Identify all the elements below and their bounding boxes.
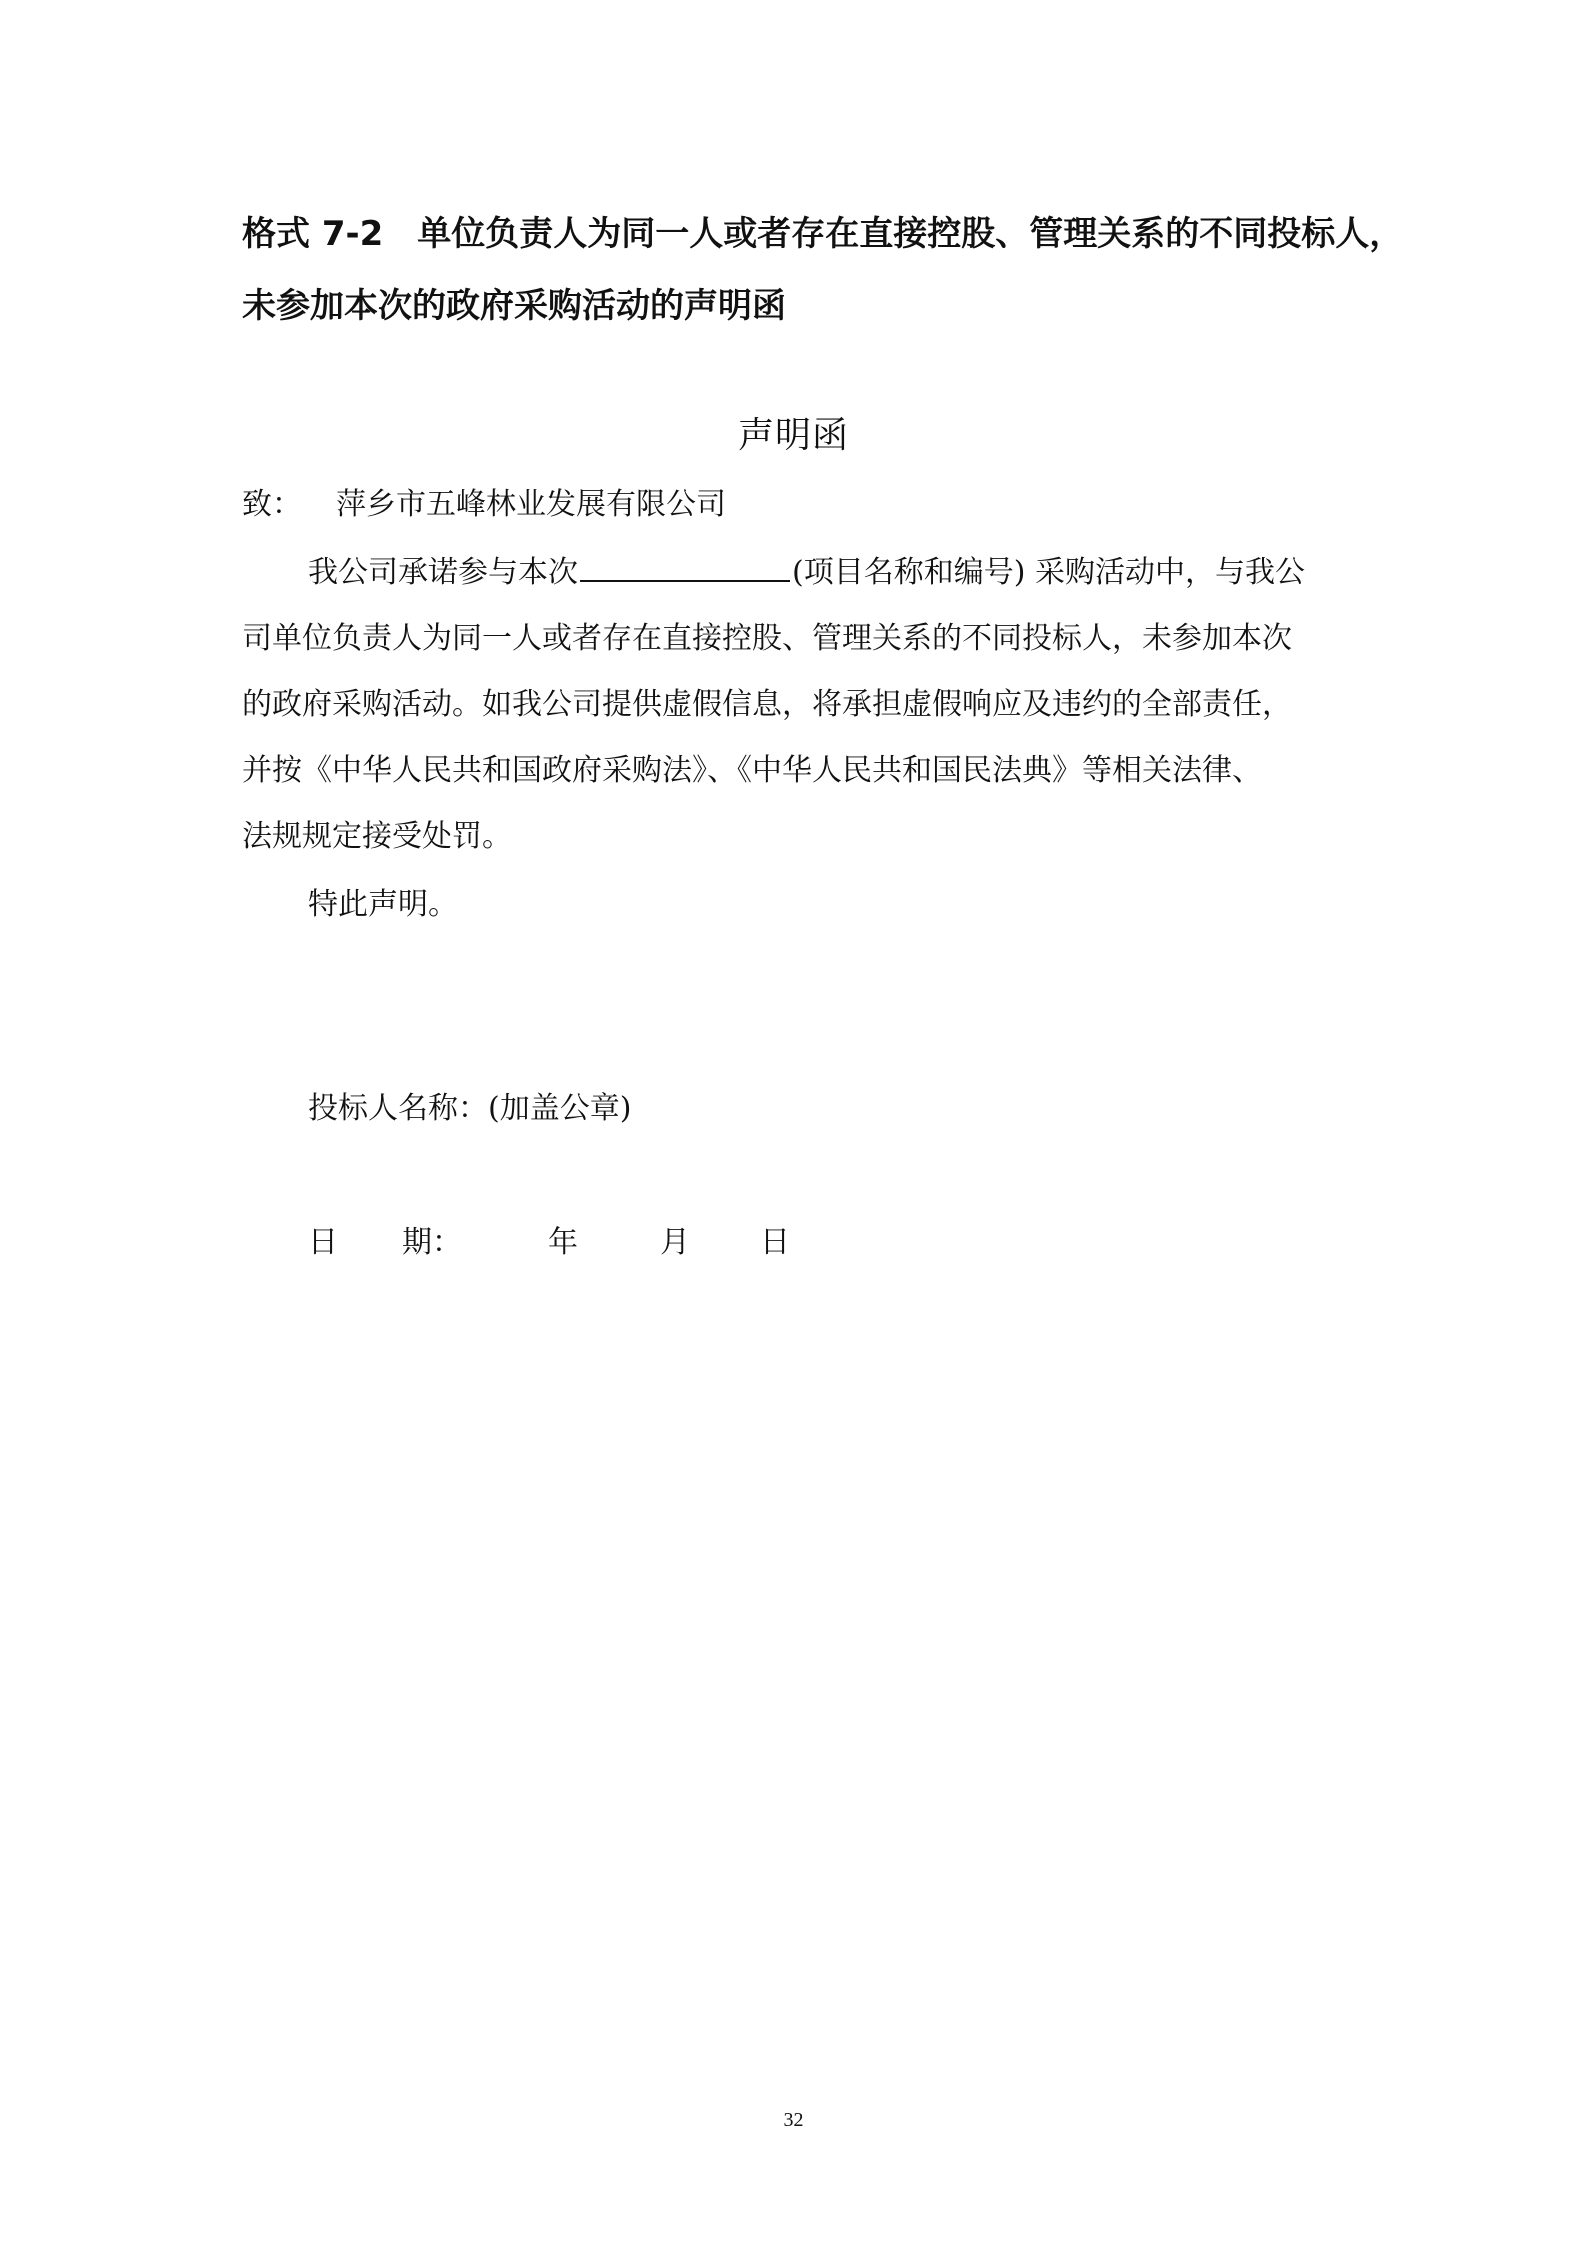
format-heading-line1: 格式 7-2 单位负责人为同一人或者存在直接控股、管理关系的不同投标人，	[242, 214, 1404, 254]
closing-statement: 特此声明。	[308, 887, 458, 922]
page-title: 声明函	[737, 415, 849, 456]
date-year-label: 年	[548, 1225, 578, 1260]
paragraph-line-1	[308, 554, 1305, 592]
paragraph-line-4: 并按《中华人民共和国政府采购法》、《中华人民共和国民法典》等相关法律、	[242, 753, 1262, 788]
recipient-name: 萍乡市五峰林业发展有限公司	[336, 487, 726, 522]
project-name-blank	[580, 554, 790, 582]
paragraph-line-5: 法规规定接受处罚。	[242, 819, 512, 854]
date-month-label: 月	[660, 1225, 690, 1260]
page-number: 32	[783, 2109, 804, 2131]
para1-before-blank: 我公司承诺参与本次	[308, 555, 578, 590]
paragraph-line-3: 的政府采购活动。如我公司提供虚假信息，将承担虚假响应及违约的全部责任，	[242, 687, 1292, 722]
recipient-prefix: 致：	[242, 487, 302, 522]
date-label-char-1: 日	[308, 1225, 338, 1260]
recipient-line	[242, 486, 726, 524]
date-label-char-2: 期：	[402, 1225, 462, 1260]
date-day-label: 日	[760, 1225, 790, 1260]
format-heading-line2: 未参加本次的政府采购活动的声明函	[242, 286, 786, 326]
paragraph-line-2: 司单位负责人为同一人或者存在直接控股、管理关系的不同投标人，未参加本次	[242, 621, 1292, 656]
para1-after-blank: (项目名称和编号) 采购活动中，与我公	[792, 555, 1305, 590]
bidder-name-label: 投标人名称：(加盖公章)	[308, 1091, 632, 1126]
